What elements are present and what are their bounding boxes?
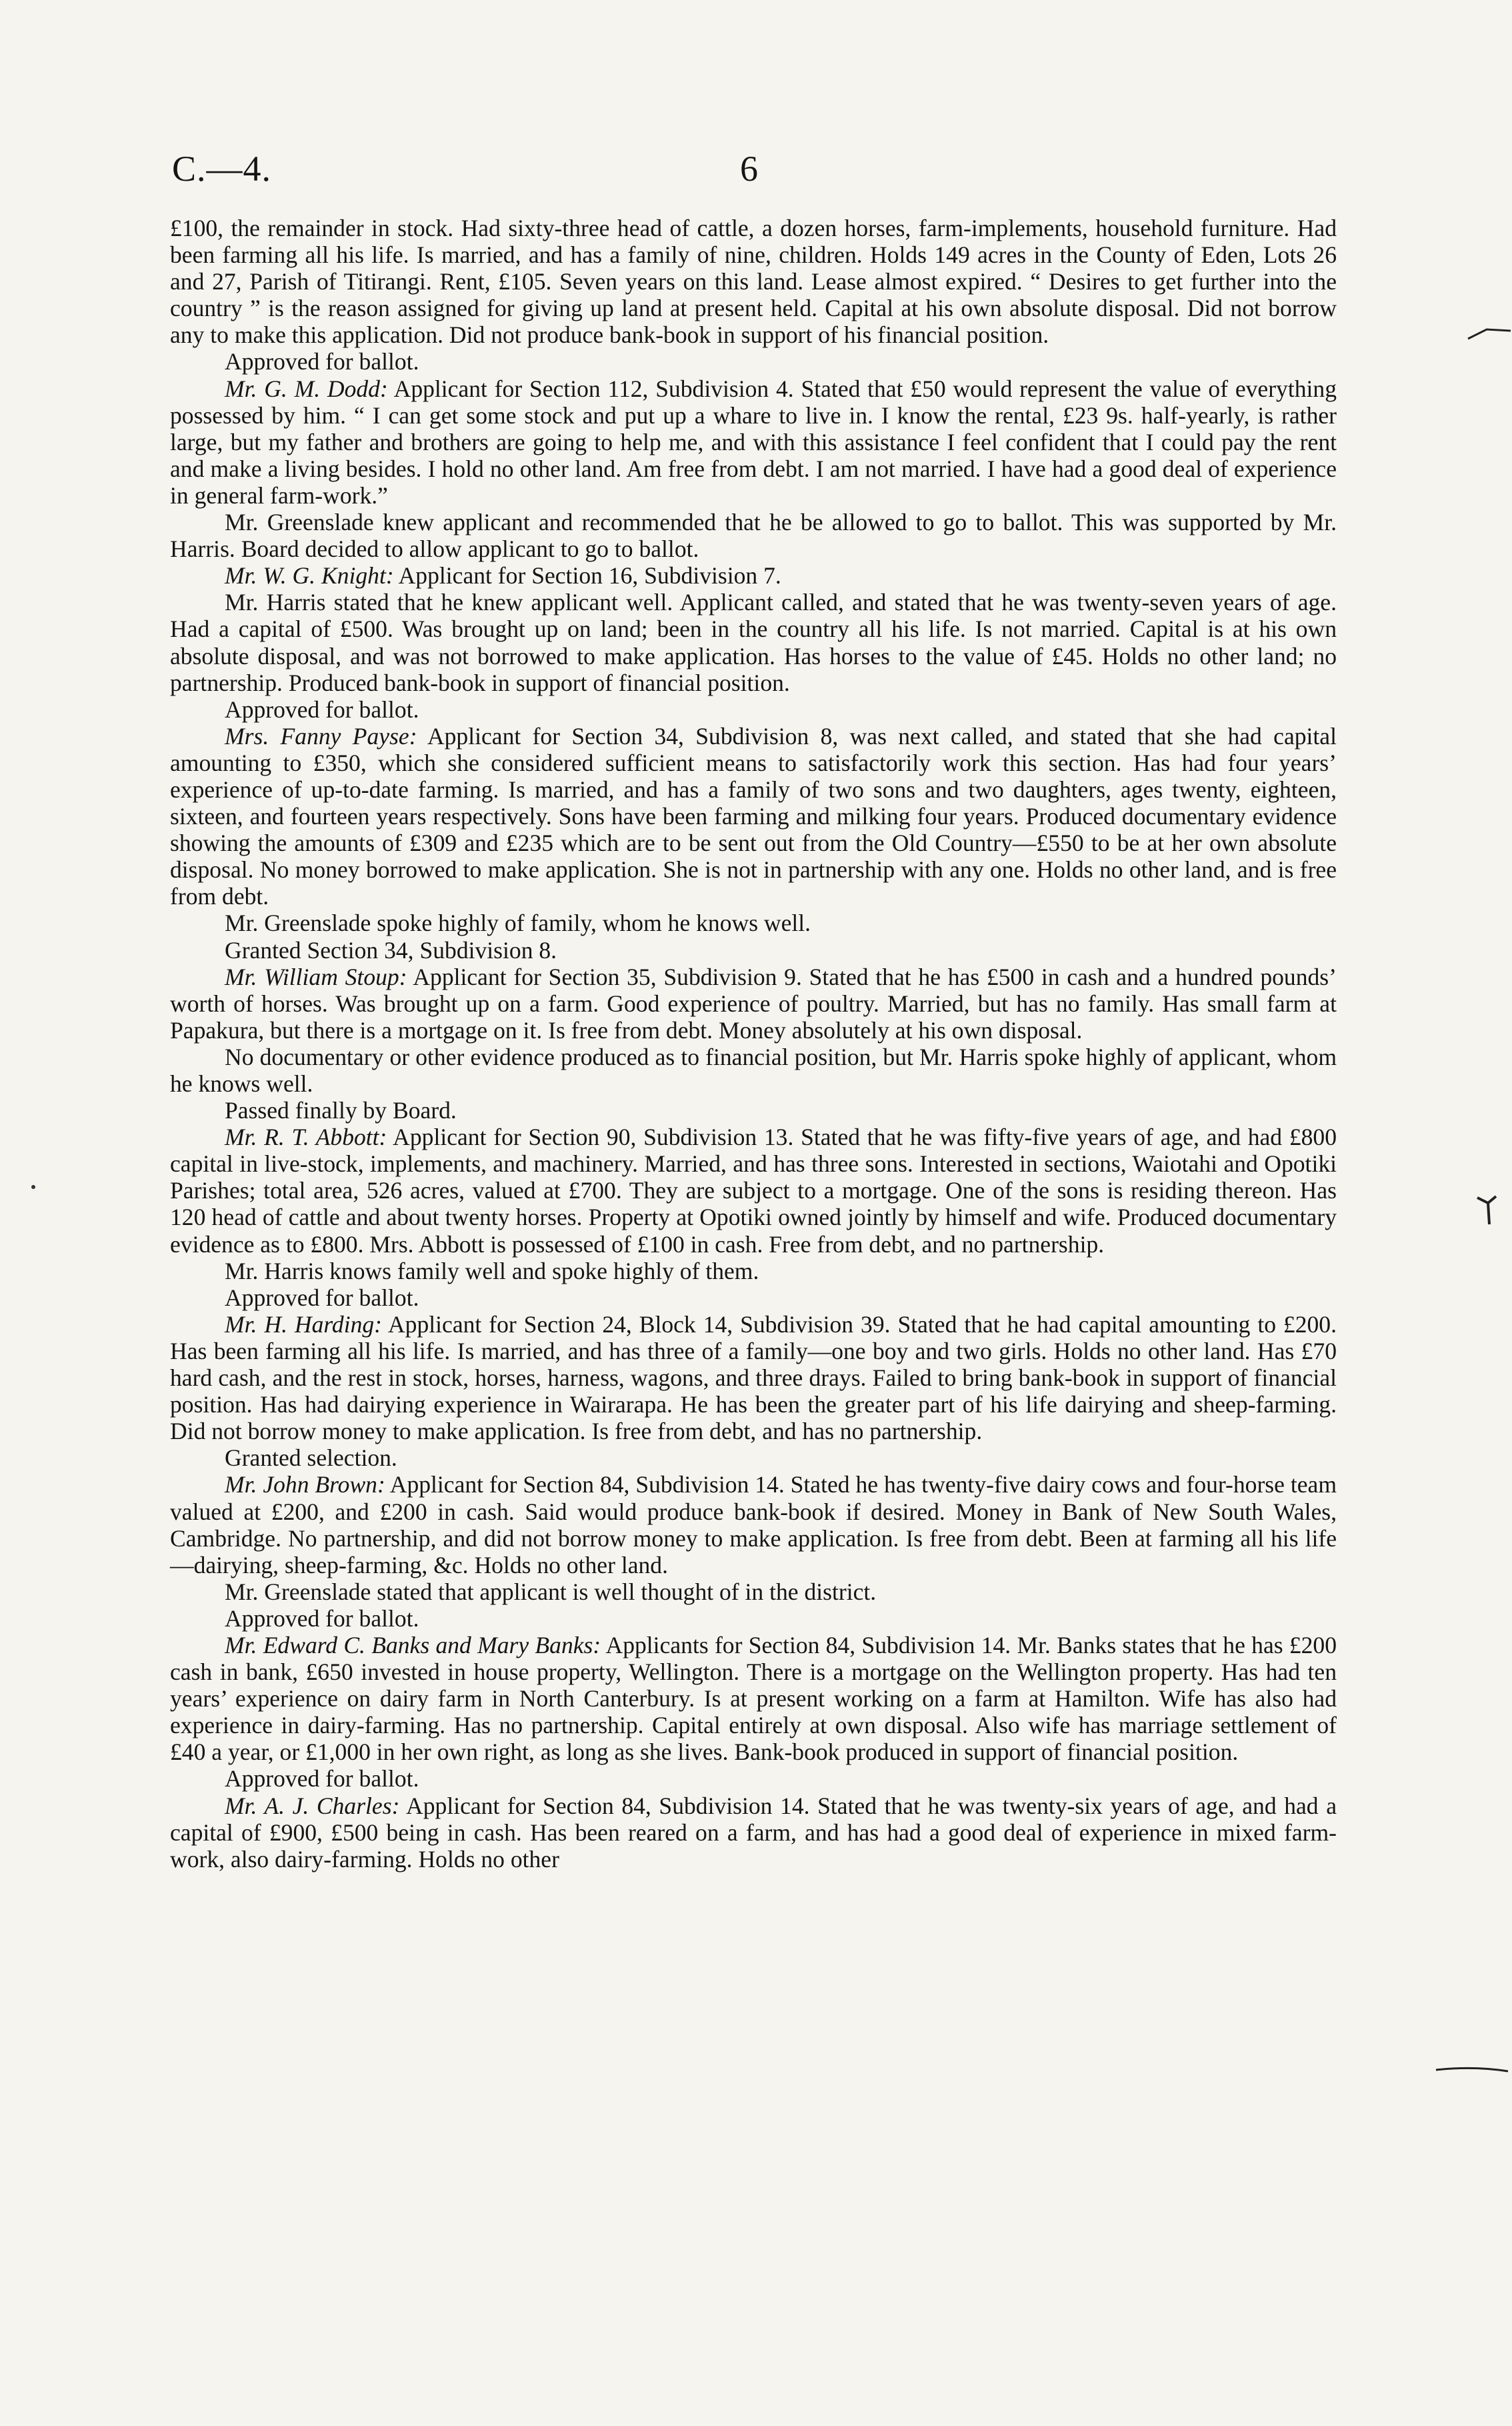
paragraph-text: £100, the remainder in stock. Had sixty-three head of cattle, a dozen horses, farm-implements, household furniture. Had been farming all his life. Is married, and has a family of nine, children. Holds 149 acres in the County of Eden, Lots 26 and 27, Parish of Titirangi. Rent, £105. Seven years on this land. Lease almost expired. “ Desires to get further into the country ” is the reason assigned for giving up land at present held. Capital at his own absolute disposal. Did not borrow any to make this application. Did not produce bank-book in support of his financial position. — [170, 215, 1337, 349]
page-number: 6 — [740, 149, 758, 189]
paragraph — [170, 964, 1337, 1044]
applicant-name: Mr. H. Harding: — [225, 1310, 383, 1338]
applicant-name: Mr. G. M. Dodd: — [225, 375, 388, 402]
paragraph — [170, 1765, 1337, 1792]
paragraph — [170, 937, 1337, 964]
paragraph — [170, 1632, 1337, 1765]
paragraph — [170, 723, 1337, 910]
paragraph — [170, 1124, 1337, 1257]
paragraph-text: Applicant for Section 90, Subdivision 13. Stated that he was fifty-five years of age, and had £800 capital in live-stock, implements, and machinery. Married, and has three sons. Interested in sections, Waiotahi and Opotiki Parishes; total area, 526 acres, valued at £700. They are subject to a mortgage. One of the sons is residing thereon. Has 120 head of cattle and about twenty horses. Property at Opotiki owned jointly by himself and wife. Produced documentary evidence as to £800. Mrs. Abbott is possessed of £100 in cash. Free from debt, and no partnership. — [170, 1124, 1337, 1258]
paragraph-text: Applicant for Section 34, Subdivision 8, was next called, and stated that she had capital amounting to £350, which she considered sufficient means to satisfactorily work this section. Has had four years’ experience of up-to-date farming. Is married, and has a family of two sons and two daughters, ages twenty, eighteen, sixteen, and fourteen years respectively. Sons have been farming and milking four years. Produced documentary evidence showing the amounts of £309 and £235 which are to be sent out from the Old Country—£550 to be at her own absolute disposal. No money borrowed to make application. She is not in partnership with any one. Holds no other land, and is free from debt. — [170, 722, 1337, 910]
paragraph-text: Mr. Harris stated that he knew applicant well. Applicant called, and stated that he was twenty-seven years of age. Had a capital of £500. Was brought up on land; been in the country all his life. Is not married. Capital is at his own absolute disposal, and was not borrowed to make application. Has horses to the value of £45. Holds no other land; no partnership. Produced bank-book in support of financial position. — [170, 589, 1337, 696]
paragraph — [170, 1444, 1337, 1471]
paragraph-text: Applicant for Section 112, Subdivision 4. Stated that £50 would represent the value of everything possessed by him. “ I can get some stock and put up a whare to live in. I know the rental, £23 9s. half-yearly, is rather large, but my father and brothers are going to help me, and with this assistance I feel confident that I could pay the rent and make a living besides. I hold no other land. Am free from debt. I am not married. I have had a good deal of experience in general farm-work.” — [170, 375, 1337, 509]
applicant-name: Mr. R. T. Abbott: — [225, 1124, 387, 1151]
paragraph-text: Approved for ballot. — [225, 1284, 419, 1311]
paragraph-text: Granted Section 34, Subdivision 8. — [225, 936, 557, 964]
paragraph-text: Applicant for Section 24, Block 14, Subdivision 39. Stated that he had capital amounting to £200. Has been farming all his life. Is married, and has three of a family—one boy and two girls. Holds no other land. Has £70 hard cash, and the rest in stock, horses, harness, wagons, and three drays. Failed to bring bank-book in support of financial position. Has had dairying experience in Wairarapa. He has been the greater part of his life dairying and sheep-farming. Did not borrow money to make application. Is free from debt, and has no partnership. — [170, 1310, 1337, 1445]
document-body — [170, 215, 1337, 1873]
paragraph — [170, 1258, 1337, 1284]
applicant-name: Mrs. Fanny Payse: — [225, 722, 417, 750]
margin-tick-icon — [1475, 1194, 1501, 1228]
paragraph-text: Approved for ballot. — [225, 1604, 419, 1632]
paragraph — [170, 1578, 1337, 1605]
paragraph-text: Passed finally by Board. — [225, 1097, 457, 1124]
paragraph — [170, 910, 1337, 936]
paragraph-text: Applicant for Section 16, Subdivision 7. — [393, 562, 781, 589]
paragraph — [170, 375, 1337, 509]
paragraph-text: Mr. Greenslade spoke highly of family, whom he knows well. — [225, 910, 811, 937]
paragraph — [170, 1044, 1337, 1097]
margin-line-icon — [1433, 2061, 1512, 2081]
applicant-name: Mr. A. J. Charles: — [225, 1792, 400, 1819]
paragraph-text: Approved for ballot. — [225, 1765, 419, 1792]
paragraph — [170, 1792, 1337, 1873]
paragraph-text: Applicants for Section 84, Subdivision 14. Mr. Banks states that he has £200 cash in bank, £650 invested in house property, Wellington. There is a mortgage on the Wellington property. Has had ten years’ experience on dairy farm in North Canterbury. Is at present working on a farm at Hamilton. Wife has also had experience in dairy-farming. Has no partnership. Capital entirely at own disposal. Also wife has marriage settlement of £40 a year, or £1,000 in her own right, as long as she lives. Bank-book produced in support of financial position. — [170, 1631, 1337, 1766]
paragraph-text: Applicant for Section 84, Subdivision 14. Stated that he was twenty-six years of age, and had a capital of £900, £500 being in cash. Has been reared on a farm, and has had a good deal of experience in mixed farm-work, also dairy-farming. Holds no other — [170, 1792, 1337, 1873]
paragraph — [170, 1311, 1337, 1444]
margin-dot-icon — [27, 1180, 40, 1194]
paragraph — [170, 1284, 1337, 1311]
paragraph-text: Mr. Greenslade stated that applicant is well thought of in the district. — [225, 1578, 877, 1605]
paragraph — [170, 696, 1337, 723]
paragraph — [170, 1471, 1337, 1578]
paragraph-text: Applicant for Section 84, Subdivision 14. Stated he has twenty-five dairy cows and four-horse team valued at £200, and £200 in cash. Said would produce bank-book if desired. Money in Bank of New South Wales, Cambridge. No partnership, and did not borrow money to make application. Is free from debt. Been at farming all his life—dairying, sheep-farming, &c. Holds no other land. — [170, 1471, 1337, 1578]
paragraph-text: Approved for ballot. — [225, 696, 419, 723]
document-code: C.—4. — [172, 149, 272, 189]
paragraph-text: No documentary or other evidence produced as to financial position, but Mr. Harris spoke highly of applicant, whom he knows well. — [170, 1043, 1337, 1097]
paragraph — [170, 562, 1337, 589]
paragraph — [170, 215, 1337, 348]
applicant-name: Mr. William Stoup: — [225, 963, 407, 990]
paragraph — [170, 348, 1337, 375]
applicant-name: Mr. W. G. Knight: — [225, 562, 394, 589]
paragraph-text: Granted selection. — [225, 1444, 397, 1472]
paragraph — [170, 589, 1337, 696]
margin-mark-icon — [1467, 320, 1512, 347]
paragraph-text: Applicant for Section 35, Subdivision 9. Stated that he has £500 in cash and a hundred pounds’ worth of horses. Was brought up on a farm. Good experience of poultry. Married, but has no family. Has small farm at Papakura, but there is a mortgage on it. Is free from debt. Money absolutely at his own disposal. — [170, 963, 1337, 1044]
paragraph-text: Mr. Greenslade knew applicant and recommended that he be allowed to go to ballot. This was supported by Mr. Harris. Board decided to allow applicant to go to ballot. — [170, 509, 1337, 563]
paragraph — [170, 1097, 1337, 1124]
applicant-name: Mr. John Brown: — [225, 1471, 385, 1498]
paragraph-text: Approved for ballot. — [225, 348, 419, 375]
applicant-name: Mr. Edward C. Banks and Mary Banks: — [225, 1631, 601, 1658]
paragraph — [170, 509, 1337, 562]
paragraph — [170, 1605, 1337, 1632]
paragraph-text: Mr. Harris knows family well and spoke highly of them. — [225, 1257, 759, 1284]
